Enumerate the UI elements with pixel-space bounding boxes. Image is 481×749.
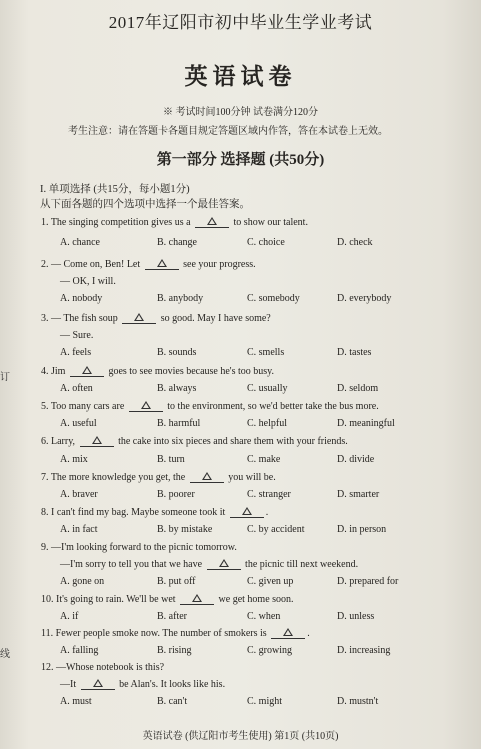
option-b: B. change (157, 237, 197, 248)
option-d: D. tastes (337, 347, 372, 358)
answer-blank[interactable] (145, 259, 179, 270)
option-b: B. can't (157, 696, 188, 707)
page-footer: 英语试卷 (供辽阳市考生使用) 第1页 (共10页) (142, 731, 339, 742)
option-c: C. choice (247, 237, 285, 248)
triangle-icon (202, 472, 212, 480)
question-1: 1. The singing competition gives us a to show our talent. (41, 217, 308, 228)
option-b: B. poorer (157, 489, 195, 500)
answer-blank[interactable] (80, 436, 114, 447)
answer-blank[interactable] (230, 507, 264, 518)
answer-blank[interactable] (122, 313, 156, 324)
triangle-icon (82, 366, 92, 374)
answer-blank[interactable] (195, 217, 229, 228)
option-c: C. by accident (247, 524, 305, 535)
option-b: B. turn (157, 454, 185, 465)
triangle-icon (242, 507, 252, 515)
question-4: 4. Jim goes to see movies because he's too busy. (41, 366, 275, 377)
question-7: 7. The more knowledge you get, the you will be. (41, 472, 276, 483)
question-3-reply: — Sure. (60, 330, 94, 341)
option-c: C. smells (247, 347, 285, 358)
option-a: A. in fact (60, 524, 98, 535)
option-d: D. seldom (337, 383, 379, 394)
question-2-reply: — OK, I will. (60, 276, 116, 287)
question-3: 3. — The fish soup so good. May I have some? (41, 313, 271, 324)
option-c: C. when (247, 611, 281, 622)
exam-info: ※ 考试时间100分钟 试卷满分120分 (163, 107, 318, 118)
triangle-icon (157, 259, 167, 267)
option-c: C. might (247, 696, 283, 707)
option-d: D. prepared for (337, 576, 399, 587)
answer-blank[interactable] (207, 559, 241, 570)
question-12: 12. —Whose notebook is this? (41, 662, 165, 673)
part-title: 第一部分 选择题 (共50分) (156, 152, 325, 168)
option-a: A. if (60, 611, 79, 622)
option-c: C. usually (247, 383, 288, 394)
triangle-icon (134, 313, 144, 321)
option-d: D. meaningful (337, 418, 395, 429)
question-5: 5. Too many cars are to the environment, so we'd better take the bus more. (41, 401, 379, 412)
question-9-reply: —I'm sorry to tell you that we have the picnic till next weekend. (60, 559, 359, 570)
section-title: I. 单项选择 (共15分，每小题1分) (40, 184, 190, 195)
option-c: C. growing (247, 645, 292, 656)
option-b: B. always (157, 383, 197, 394)
question-8: 8. I can't find my bag. Maybe someone took it . (41, 507, 269, 518)
question-12-reply: —It be Alan's. It looks like his. (60, 679, 226, 690)
option-b: B. anybody (157, 293, 204, 304)
option-c: C. stranger (247, 489, 291, 500)
option-a: A. braver (60, 489, 98, 500)
option-a: A. nobody (60, 293, 103, 304)
option-b: B. rising (157, 645, 192, 656)
option-c: C. make (247, 454, 281, 465)
question-9: 9. —I'm looking forward to the picnic tomorrow. (41, 542, 237, 553)
answer-blank[interactable] (129, 401, 163, 412)
option-b: B. put off (157, 576, 196, 587)
option-d: D. increasing (337, 645, 391, 656)
triangle-icon (92, 436, 102, 444)
triangle-icon (283, 628, 293, 636)
answer-blank[interactable] (180, 594, 214, 605)
option-a: A. mix (60, 454, 88, 465)
option-a: A. must (60, 696, 92, 707)
triangle-icon (141, 401, 151, 409)
option-b: B. sounds (157, 347, 197, 358)
option-a: A. often (60, 383, 93, 394)
option-d: D. unless (337, 611, 375, 622)
subject-title: 英语试卷 (184, 64, 297, 89)
option-a: A. useful (60, 418, 97, 429)
option-b: B. by mistake (157, 524, 213, 535)
question-6: 6. Larry, the cake into six pieces and share them with your friends. (41, 436, 348, 447)
exam-notice: 考生注意：请在答题卡各题目规定答题区域内作答，答在本试卷上无效。 (68, 126, 388, 137)
option-d: D. mustn't (337, 696, 379, 707)
option-c: C. helpful (247, 418, 287, 429)
option-c: C. somebody (247, 293, 300, 304)
binding-mark-xian: 线 (0, 649, 10, 660)
option-d: D. check (337, 237, 373, 248)
answer-blank[interactable] (70, 366, 104, 377)
triangle-icon (93, 679, 103, 687)
answer-blank[interactable] (81, 679, 115, 690)
option-a: A. feels (60, 347, 92, 358)
answer-blank[interactable] (190, 472, 224, 483)
option-a: A. gone on (60, 576, 105, 587)
exam-title: 2017年辽阳市初中毕业生学业考试 (108, 13, 373, 32)
triangle-icon (207, 217, 217, 225)
option-d: D. everybody (337, 293, 392, 304)
option-b: B. after (157, 611, 187, 622)
option-d: D. smarter (337, 489, 380, 500)
option-c: C. given up (247, 576, 294, 587)
option-a: A. chance (60, 237, 100, 248)
option-d: D. in person (337, 524, 387, 535)
option-b: B. harmful (157, 418, 201, 429)
question-2: 2. — Come on, Ben! Let see your progress. (41, 259, 256, 270)
option-d: D. divide (337, 454, 375, 465)
answer-blank[interactable] (271, 628, 305, 639)
question-10: 10. It's going to rain. We'll be wet we get home soon. (41, 594, 294, 605)
option-a: A. falling (60, 645, 99, 656)
question-11: 11. Fewer people smoke now. The number of smokers is . (41, 628, 310, 639)
binding-mark-ding: 订 (0, 372, 10, 383)
triangle-icon (219, 559, 229, 567)
triangle-icon (192, 594, 202, 602)
section-instruction: 从下面各题的四个选项中选择一个最佳答案。 (40, 199, 250, 210)
